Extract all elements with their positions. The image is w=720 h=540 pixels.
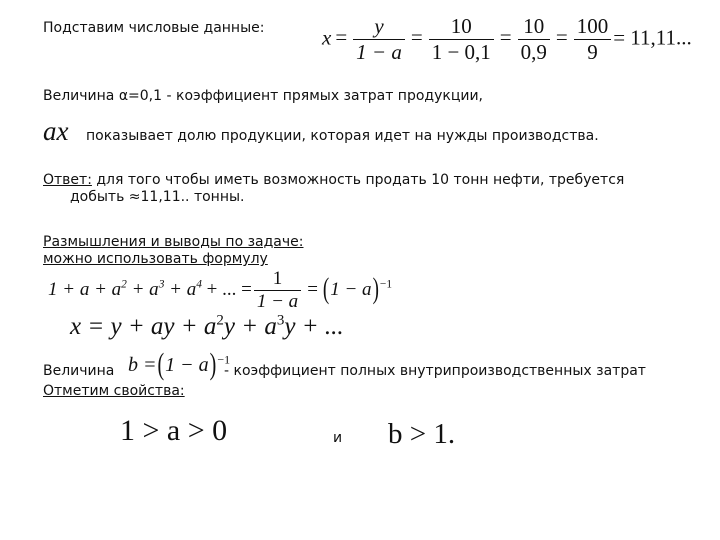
fraction-10-1: $\frac{10}{1 - 0,1}$ (429, 14, 494, 65)
alpha-text: Величина α=0,1 - коэффициент прямых затрат продукции, (43, 88, 484, 104)
and-word: и (333, 430, 343, 446)
answer-label: Ответ: (43, 172, 92, 188)
ax-symbol: ax (43, 116, 69, 146)
reflections-heading: Размышления и выводы по задаче: (43, 234, 304, 250)
fraction-y: $\frac{y}{1 - a}$ (353, 14, 405, 65)
fraction-100: $\frac{100}{9}$ (574, 14, 612, 65)
inequality-b: b > 1. (388, 418, 456, 450)
formula-b: $b =(1 - a)^{-1}$ (128, 347, 231, 382)
value-description: - коэффициент полных внутрипроизводственных затрат (224, 363, 646, 379)
value-label: Величина (43, 363, 115, 379)
answer-continuation: добыть ≈11,11.. тонны. (70, 189, 245, 205)
formula-substitution: x = $\frac{y}{1 - a}$ = $\frac{10}{1 - 0,1}$ = $\frac{10}{0,9}$ = $\frac{100}{9}$ = 11,11... (322, 14, 692, 64)
properties-heading: Отметим свойства: (43, 383, 185, 399)
fraction-1-over-1-a: $\frac{1}{1 - a}$ (254, 268, 301, 313)
answer: Ответ: для того чтобы иметь возможность продать 10 тонн нефти, требуется (43, 172, 625, 188)
formula-x-series: x = y + ay + $a^2y + a^3y$ + ... (70, 312, 344, 340)
formula-intro: можно использовать формулу (43, 251, 268, 267)
result: = 11,11... (613, 25, 692, 50)
fraction-10-2: $\frac{10}{0,9}$ (518, 14, 550, 65)
inequality-a: 1 > a > 0 (120, 414, 228, 447)
var-x: x (322, 25, 332, 50)
ax-description: показывает долю продукции, которая идет на нужды производства. (86, 128, 599, 144)
formula-series: $1 + a + a^2 + a^3 + a^4$ + ... = $\frac{1}{1 - a}$ = $(1 - a)^{-1}$ (48, 268, 393, 312)
intro-text: Подставим числовые данные: (43, 20, 265, 36)
